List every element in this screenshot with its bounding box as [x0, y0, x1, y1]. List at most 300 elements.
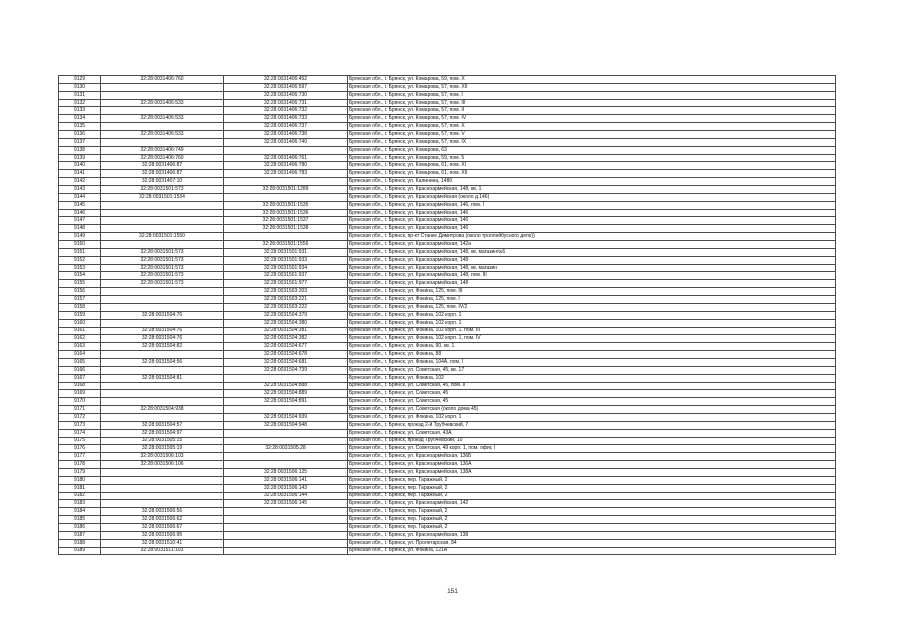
- row-number-cell: 9146: [59, 209, 101, 217]
- row-number-cell: 9135: [59, 123, 101, 131]
- parent-cadastral-number-cell: [101, 484, 224, 492]
- row-number-cell: 9136: [59, 131, 101, 139]
- row-number-cell: 9183: [59, 500, 101, 508]
- parent-cadastral-number-cell: 32:28:0031506:67: [101, 523, 224, 531]
- address-cell: Брянская обл., г. Брянск, ул. Фокина, 102: [348, 374, 836, 382]
- address-cell: Брянская обл., г. Брянск, ул. Красноармейская, 148, пом. III: [348, 272, 836, 280]
- row-number-cell: 9171: [59, 406, 101, 414]
- cadastral-number-cell: 32:28:0031504:739: [224, 366, 348, 374]
- address-cell: Брянская обл., г. Брянск, пер. Гаражный, 2: [348, 476, 836, 484]
- parent-cadastral-number-cell: [101, 91, 224, 99]
- parent-cadastral-number-cell: 32:28:0031505:15: [101, 437, 224, 445]
- parent-cadastral-number-cell: [101, 319, 224, 327]
- table-row: [59, 374, 836, 382]
- row-number-cell: 9161: [59, 327, 101, 335]
- cadastral-number-cell: 32:28:0031501:1536: [224, 209, 348, 217]
- parent-cadastral-number-cell: [101, 217, 224, 225]
- parent-cadastral-number-cell: 32:28:0031407:10: [101, 178, 224, 186]
- cadastral-number-cell: 32:28:0031501:1556: [224, 241, 348, 249]
- parent-cadastral-number-cell: 32:28:0031504:97: [101, 429, 224, 437]
- row-number-cell: 9180: [59, 476, 101, 484]
- address-cell: Брянская обл., г. Брянск, ул. Советская, 43А: [348, 429, 836, 437]
- table-row: [59, 327, 836, 335]
- row-number-cell: 9153: [59, 264, 101, 272]
- parent-cadastral-number-cell: 32:28:0031501:573: [101, 248, 224, 256]
- table-row: [59, 288, 836, 296]
- parent-cadastral-number-cell: 32:28:0031501:573: [101, 264, 224, 272]
- cadastral-number-cell: 32:28:0031505:28: [224, 445, 348, 453]
- address-cell: Брянская обл., г. Брянск, ул. Красноармейская, 148: [348, 280, 836, 288]
- table-row: [59, 413, 836, 421]
- table-row: [59, 547, 836, 555]
- address-cell: Брянская обл., г. Брянск, ул. Комарова, 59, пом. 5: [348, 154, 836, 162]
- parent-cadastral-number-cell: 32:28:0031501:573: [101, 280, 224, 288]
- address-cell: Брянская обл., г. Брянск, ул. Красноармейская, 136Б: [348, 453, 836, 461]
- address-cell: Брянская обл., г. Брянск, ул. Фокина, 102 корп. 1, пом. IV: [348, 335, 836, 343]
- parent-cadastral-number-cell: 32:28:0031501:573: [101, 256, 224, 264]
- row-number-cell: 9182: [59, 492, 101, 500]
- cadastral-number-cell: 32:28:0031501:933: [224, 256, 348, 264]
- address-cell: Брянская обл., г. Брянск, ул. Комарова, 57, пом. IX: [348, 138, 836, 146]
- row-number-cell: 9166: [59, 366, 101, 374]
- address-cell: Брянская обл., г. Брянск, ул. Фокина, 125, пом. IV/2: [348, 303, 836, 311]
- cadastral-number-cell: 32:28:0031406:731: [224, 99, 348, 107]
- table-row: [59, 445, 836, 453]
- row-number-cell: 9168: [59, 382, 101, 390]
- table-row: [59, 201, 836, 209]
- cadastral-number-cell: 32:28:0031406:761: [224, 154, 348, 162]
- cadastral-number-cell: 32:28:0031406:783: [224, 170, 348, 178]
- address-cell: Брянская обл., г. Брянск, ул. Комарова, 57, пом. V: [348, 131, 836, 139]
- cadastral-number-cell: 32:28:0031406:732: [224, 107, 348, 115]
- table-row: [59, 366, 836, 374]
- parent-cadastral-number-cell: 32:28:0031506:95: [101, 531, 224, 539]
- table-row: [59, 241, 836, 249]
- row-number-cell: 9151: [59, 248, 101, 256]
- row-number-cell: 9130: [59, 83, 101, 91]
- cadastral-number-cell: 32:28:0031406:730: [224, 91, 348, 99]
- address-cell: Брянская обл., г. Брянск, ул. Красноармейская, 136А: [348, 461, 836, 469]
- table-row: [59, 154, 836, 162]
- cadastral-number-cell: 32:28:0031501:931: [224, 248, 348, 256]
- row-number-cell: 9186: [59, 523, 101, 531]
- address-cell: Брянская обл., г. Брянск, пер. Гаражный, 2: [348, 516, 836, 524]
- parent-cadastral-number-cell: 32:28:0031406:87: [101, 170, 224, 178]
- table-row: [59, 225, 836, 233]
- address-cell: Брянская обл., г. Брянск, ул. Комарова, 63: [348, 146, 836, 154]
- row-number-cell: 9181: [59, 484, 101, 492]
- address-cell: Брянская обл., г. Брянск, ул. Фокина, 104А, пом. I: [348, 358, 836, 366]
- table-row: [59, 311, 836, 319]
- table-row: [59, 398, 836, 406]
- table-row: [59, 523, 836, 531]
- row-number-cell: 9165: [59, 358, 101, 366]
- parent-cadastral-number-cell: 32:28:0031504:82: [101, 343, 224, 351]
- table-row: [59, 99, 836, 107]
- row-number-cell: 9162: [59, 335, 101, 343]
- address-cell: Брянская обл., г. Брянск, ул. Красноармейская, 142: [348, 500, 836, 508]
- row-number-cell: 9134: [59, 115, 101, 123]
- row-number-cell: 9157: [59, 296, 101, 304]
- row-number-cell: 9131: [59, 91, 101, 99]
- page-number: 151: [447, 588, 458, 595]
- table-row: [59, 343, 836, 351]
- table-row: [59, 437, 836, 445]
- address-cell: Брянская обл., г. Брянск, ул. Советская, 45, пом. II: [348, 382, 836, 390]
- cadastral-number-cell: 32:28:0031506:141: [224, 476, 348, 484]
- cadastral-number-cell: [224, 193, 348, 201]
- parent-cadastral-number-cell: [101, 382, 224, 390]
- row-number-cell: 9173: [59, 421, 101, 429]
- address-cell: Брянская обл., г. Брянск, ул. Советская (около дома 45): [348, 406, 836, 414]
- address-cell: Брянская обл., г. Брянск, ул. Калинина, 148б: [348, 178, 836, 186]
- table-row: [59, 280, 836, 288]
- row-number-cell: 9129: [59, 76, 101, 84]
- table-row: [59, 531, 836, 539]
- parent-cadastral-number-cell: [101, 390, 224, 398]
- address-cell: Брянская обл., г. Брянск, ул. Красноармейская, 148, кв. 1: [348, 186, 836, 194]
- table-row: [59, 272, 836, 280]
- address-cell: Брянская обл., г. Брянск, пр-кт Станке Димитрова (около троллейбусного депо)): [348, 233, 836, 241]
- address-cell: Брянская обл., г. Брянск, ул. Красноармейская, 146: [348, 209, 836, 217]
- row-number-cell: 9138: [59, 146, 101, 154]
- table-row: [59, 461, 836, 469]
- address-cell: Брянская обл., г. Брянск, ул. Комарова, 57, пом. II: [348, 107, 836, 115]
- table-row: [59, 264, 836, 272]
- row-number-cell: 9148: [59, 225, 101, 233]
- cadastral-number-cell: 32:28:0031501:937: [224, 272, 348, 280]
- address-cell: Брянская обл., г. Брянск, ул. Советская, 49 корп. 1, пом. офис I: [348, 445, 836, 453]
- address-cell: Брянская обл., г. Брянск, ул. Комарова, 57, пом. III: [348, 99, 836, 107]
- table-row: [59, 421, 836, 429]
- address-cell: Брянская обл., г. Брянск, ул. Фокина, 88: [348, 351, 836, 359]
- parent-cadastral-number-cell: 32:28:0031406:87: [101, 162, 224, 170]
- table-row: [59, 492, 836, 500]
- address-cell: Брянская обл., г. Брянск, ул. Фокина, 102 корп. 1, пом. III: [348, 327, 836, 335]
- row-number-cell: 9149: [59, 233, 101, 241]
- table-row: [59, 256, 836, 264]
- parent-cadastral-number-cell: 32:28:0031504:57: [101, 421, 224, 429]
- address-cell: Брянская обл., г. Брянск, пер. Гаражный, 2: [348, 492, 836, 500]
- parent-cadastral-number-cell: 32:28:0031504:56: [101, 358, 224, 366]
- cadastral-number-cell: 32:28:0031406:780: [224, 162, 348, 170]
- cadastral-number-cell: [224, 539, 348, 547]
- cadastral-number-cell: 32:28:0031504:891: [224, 398, 348, 406]
- row-number-cell: 9139: [59, 154, 101, 162]
- address-cell: Брянская обл., г. Брянск, пер. Гаражный, 2: [348, 523, 836, 531]
- table-row: [59, 539, 836, 547]
- parent-cadastral-number-cell: [101, 241, 224, 249]
- table-row: [59, 123, 836, 131]
- parent-cadastral-number-cell: [101, 123, 224, 131]
- row-number-cell: 9174: [59, 429, 101, 437]
- table-row: [59, 358, 836, 366]
- parent-cadastral-number-cell: 32:28:0031406:749: [101, 146, 224, 154]
- cadastral-number-cell: [224, 516, 348, 524]
- address-cell: Брянская обл., г. Брянск, ул. Красноармейская, 148, кв. магазин: [348, 264, 836, 272]
- parent-cadastral-number-cell: [101, 351, 224, 359]
- table-row: [59, 390, 836, 398]
- address-cell: Брянская обл., г. Брянск, ул. Комарова, 57, пом. X: [348, 123, 836, 131]
- cadastral-number-cell: 32:28:0031504:939: [224, 413, 348, 421]
- row-number-cell: 9145: [59, 201, 101, 209]
- table-row: [59, 500, 836, 508]
- address-cell: Брянская обл., г. Брянск, ул. Фокина, 125, пом. III: [348, 288, 836, 296]
- cadastral-number-cell: [224, 453, 348, 461]
- address-cell: Брянская обл., г. Брянск, ул. Красноармейская, 138: [348, 531, 836, 539]
- registry-table: [58, 75, 836, 555]
- cadastral-number-cell: 32:28:0031506:145: [224, 500, 348, 508]
- cadastral-number-cell: [224, 429, 348, 437]
- row-number-cell: 9141: [59, 170, 101, 178]
- parent-cadastral-number-cell: 32:28:0031505:19: [101, 445, 224, 453]
- row-number-cell: 9142: [59, 178, 101, 186]
- cadastral-number-cell: [224, 461, 348, 469]
- address-cell: Брянская обл., г. Брянск, ул. Красноармейская, 148, кв. магазин№6: [348, 248, 836, 256]
- table-row: [59, 178, 836, 186]
- parent-cadastral-number-cell: 32:28:0031506:62: [101, 516, 224, 524]
- cadastral-number-cell: 32:28:0031504:681: [224, 358, 348, 366]
- row-number-cell: 9143: [59, 186, 101, 194]
- address-cell: Брянская обл., г. Брянск, ул. Фокина, 102 корп. 1: [348, 319, 836, 327]
- address-cell: Брянская обл., г. Брянск, ул. Фокина, 121А: [348, 547, 836, 555]
- cadastral-number-cell: 32:28:0031501:1289: [224, 186, 348, 194]
- cadastral-number-cell: 32:28:0031406:737: [224, 123, 348, 131]
- parent-cadastral-number-cell: 32:28:0031406:533: [101, 131, 224, 139]
- address-cell: Брянская обл., г. Брянск, ул. Комарова, 61, пом. XII: [348, 170, 836, 178]
- cadastral-number-cell: 32:28:0031503:203: [224, 288, 348, 296]
- table-row: [59, 217, 836, 225]
- cadastral-number-cell: 32:28:0031504:948: [224, 421, 348, 429]
- table-row: [59, 91, 836, 99]
- parent-cadastral-number-cell: [101, 366, 224, 374]
- parent-cadastral-number-cell: 32:28:0031504:81: [101, 374, 224, 382]
- cadastral-number-cell: 32:28:0031406:597: [224, 83, 348, 91]
- address-cell: Брянская обл., г. Брянск, ул. Фокина, 102 корп. 1: [348, 311, 836, 319]
- address-cell: Брянская обл., г. Брянск, ул. Фокина, 102 корп. 1: [348, 413, 836, 421]
- table-row: [59, 453, 836, 461]
- table-row: [59, 131, 836, 139]
- row-number-cell: 9172: [59, 413, 101, 421]
- row-number-cell: 9147: [59, 217, 101, 225]
- cadastral-number-cell: 32:28:0031501:1537: [224, 217, 348, 225]
- parent-cadastral-number-cell: 32:28:0031506:103: [101, 453, 224, 461]
- row-number-cell: 9164: [59, 351, 101, 359]
- parent-cadastral-number-cell: [101, 468, 224, 476]
- cadastral-number-cell: 32:28:0031501:1538: [224, 225, 348, 233]
- row-number-cell: 9133: [59, 107, 101, 115]
- cadastral-number-cell: [224, 146, 348, 154]
- parent-cadastral-number-cell: 32:28:0031506:56: [101, 508, 224, 516]
- table-row: [59, 107, 836, 115]
- cadastral-number-cell: 32:28:0031504:380: [224, 319, 348, 327]
- cadastral-number-cell: 32:28:0031406:452: [224, 76, 348, 84]
- row-number-cell: 9160: [59, 319, 101, 327]
- table-row: [59, 335, 836, 343]
- address-cell: Брянская обл., г. Брянск, ул. Красноармейская, 138А: [348, 468, 836, 476]
- parent-cadastral-number-cell: [101, 303, 224, 311]
- address-cell: Брянская обл., г. Брянск, пер. Гаражный, 2: [348, 484, 836, 492]
- parent-cadastral-number-cell: 32:28:0031504:76: [101, 327, 224, 335]
- cadastral-number-cell: 32:28:0031504:381: [224, 327, 348, 335]
- table-row: [59, 170, 836, 178]
- table-row: [59, 468, 836, 476]
- cadastral-number-cell: [224, 406, 348, 414]
- table-row: [59, 351, 836, 359]
- table-row: [59, 508, 836, 516]
- cadastral-number-cell: 32:28:0031504:889: [224, 390, 348, 398]
- address-cell: Брянская обл., г. Брянск, ул. Комарова, 59, пом. X: [348, 76, 836, 84]
- row-number-cell: 9169: [59, 390, 101, 398]
- cadastral-number-cell: 32:28:0031504:379: [224, 311, 348, 319]
- row-number-cell: 9189: [59, 547, 101, 555]
- table-row: [59, 484, 836, 492]
- parent-cadastral-number-cell: 32:28:0031501:1550: [101, 233, 224, 241]
- table-row: [59, 83, 836, 91]
- address-cell: Брянская обл., г. Брянск, ул. Комарова, 57, пом. IV: [348, 115, 836, 123]
- address-cell: Брянская обл., г. Брянск, ул. Советская, 45: [348, 398, 836, 406]
- row-number-cell: 9175: [59, 437, 101, 445]
- address-cell: Брянская обл., г. Брянск, ул. Советская, 45: [348, 390, 836, 398]
- table-row: [59, 248, 836, 256]
- parent-cadastral-number-cell: 32:28:0031511:103: [101, 547, 224, 555]
- row-number-cell: 9132: [59, 99, 101, 107]
- address-cell: Брянская обл., г. Брянск, ул. Красноармейская (около д.146): [348, 193, 836, 201]
- address-cell: Брянская обл., г. Брянск, ул. Красноармейская, 142а: [348, 241, 836, 249]
- table-row: [59, 186, 836, 194]
- address-cell: Брянская обл., г. Брянск, ул. Фокина, 125, пом. I: [348, 296, 836, 304]
- cadastral-number-cell: 32:28:0031504:677: [224, 343, 348, 351]
- row-number-cell: 9187: [59, 531, 101, 539]
- table-body: [59, 76, 836, 555]
- parent-cadastral-number-cell: [101, 138, 224, 146]
- cadastral-number-cell: [224, 233, 348, 241]
- cadastral-number-cell: 32:28:0031503:221: [224, 296, 348, 304]
- address-cell: Брянская обл., г. Брянск, ул. Пролетарская, 84: [348, 539, 836, 547]
- table-row: [59, 296, 836, 304]
- parent-cadastral-number-cell: 32:28:0031510:41: [101, 539, 224, 547]
- row-number-cell: 9179: [59, 468, 101, 476]
- cadastral-number-cell: [224, 374, 348, 382]
- parent-cadastral-number-cell: [101, 288, 224, 296]
- cadastral-number-cell: [224, 531, 348, 539]
- row-number-cell: 9154: [59, 272, 101, 280]
- table-row: [59, 406, 836, 414]
- address-cell: Брянская обл., г. Брянск, ул. Красноармейская, 146, пом. I: [348, 201, 836, 209]
- parent-cadastral-number-cell: [101, 398, 224, 406]
- parent-cadastral-number-cell: [101, 225, 224, 233]
- address-cell: Брянская обл., г. Брянск, ул. Комарова, 57, пом. XII: [348, 83, 836, 91]
- parent-cadastral-number-cell: 32:28:0031504:76: [101, 335, 224, 343]
- cadastral-number-cell: 32:28:0031406:733: [224, 115, 348, 123]
- cadastral-number-cell: 32:28:0031501:1535: [224, 201, 348, 209]
- address-cell: Брянская обл., г. Брянск, пер. Гаражный, 2: [348, 508, 836, 516]
- cadastral-number-cell: 32:28:0031504:888: [224, 382, 348, 390]
- table-row: [59, 233, 836, 241]
- parent-cadastral-number-cell: [101, 296, 224, 304]
- row-number-cell: 9140: [59, 162, 101, 170]
- parent-cadastral-number-cell: [101, 413, 224, 421]
- cadastral-number-cell: 32:28:0031406:740: [224, 138, 348, 146]
- address-cell: Брянская обл., г. Брянск, ул. Красноармейская, 146: [348, 217, 836, 225]
- row-number-cell: 9159: [59, 311, 101, 319]
- table-row: [59, 429, 836, 437]
- parent-cadastral-number-cell: 32:28:0031501:573: [101, 272, 224, 280]
- row-number-cell: 9170: [59, 398, 101, 406]
- row-number-cell: 9177: [59, 453, 101, 461]
- row-number-cell: 9158: [59, 303, 101, 311]
- row-number-cell: 9176: [59, 445, 101, 453]
- row-number-cell: 9163: [59, 343, 101, 351]
- parent-cadastral-number-cell: 32:28:0031506:106: [101, 461, 224, 469]
- row-number-cell: 9178: [59, 461, 101, 469]
- table-row: [59, 516, 836, 524]
- cadastral-number-cell: 32:28:0031503:222: [224, 303, 348, 311]
- row-number-cell: 9152: [59, 256, 101, 264]
- table-row: [59, 382, 836, 390]
- parent-cadastral-number-cell: [101, 476, 224, 484]
- table-row: [59, 115, 836, 123]
- parent-cadastral-number-cell: [101, 500, 224, 508]
- address-cell: Брянская обл., г. Брянск, ул. Фокина, 90, кв. 1: [348, 343, 836, 351]
- cadastral-number-cell: 32:28:0031501:934: [224, 264, 348, 272]
- address-cell: Брянская обл., г. Брянск, проезд Трубчевский, 10: [348, 437, 836, 445]
- parent-cadastral-number-cell: 32:28:0031406:760: [101, 154, 224, 162]
- parent-cadastral-number-cell: [101, 201, 224, 209]
- cadastral-number-cell: 32:28:0031501:977: [224, 280, 348, 288]
- parent-cadastral-number-cell: 32:28:0031406:533: [101, 115, 224, 123]
- table-row: [59, 162, 836, 170]
- cadastral-number-cell: [224, 437, 348, 445]
- row-number-cell: 9167: [59, 374, 101, 382]
- row-number-cell: 9137: [59, 138, 101, 146]
- cadastral-number-cell: [224, 178, 348, 186]
- address-cell: Брянская обл., г. Брянск, ул. Комарова, 61, пом. XI: [348, 162, 836, 170]
- table-row: [59, 193, 836, 201]
- row-number-cell: 9185: [59, 516, 101, 524]
- table-row: [59, 146, 836, 154]
- table-row: [59, 209, 836, 217]
- row-number-cell: 9150: [59, 241, 101, 249]
- cadastral-number-cell: [224, 547, 348, 555]
- table-row: [59, 319, 836, 327]
- row-number-cell: 9184: [59, 508, 101, 516]
- cadastral-number-cell: 32:28:0031506:143: [224, 484, 348, 492]
- address-cell: Брянская обл., г. Брянск, ул. Советская, 45, кв. 17: [348, 366, 836, 374]
- parent-cadastral-number-cell: 32:28:0031504:938: [101, 406, 224, 414]
- cadastral-number-cell: 32:28:0031506:125: [224, 468, 348, 476]
- parent-cadastral-number-cell: [101, 107, 224, 115]
- parent-cadastral-number-cell: 32:28:0031504:76: [101, 311, 224, 319]
- cadastral-number-cell: 32:28:0031406:738: [224, 131, 348, 139]
- address-cell: Брянская обл., г. Брянск, проезд 2-й Трубчевский, 7: [348, 421, 836, 429]
- row-number-cell: 9156: [59, 288, 101, 296]
- parent-cadastral-number-cell: 32:28:0031501:1534: [101, 193, 224, 201]
- parent-cadastral-number-cell: [101, 83, 224, 91]
- parent-cadastral-number-cell: 32:28:0031501:573: [101, 186, 224, 194]
- parent-cadastral-number-cell: [101, 209, 224, 217]
- cadastral-number-cell: [224, 523, 348, 531]
- row-number-cell: 9188: [59, 539, 101, 547]
- parent-cadastral-number-cell: 32:28:0031406:760: [101, 76, 224, 84]
- cadastral-number-cell: [224, 508, 348, 516]
- table-row: [59, 303, 836, 311]
- table-row: [59, 138, 836, 146]
- row-number-cell: 9155: [59, 280, 101, 288]
- row-number-cell: 9144: [59, 193, 101, 201]
- parent-cadastral-number-cell: 32:28:0031406:533: [101, 99, 224, 107]
- parent-cadastral-number-cell: [101, 492, 224, 500]
